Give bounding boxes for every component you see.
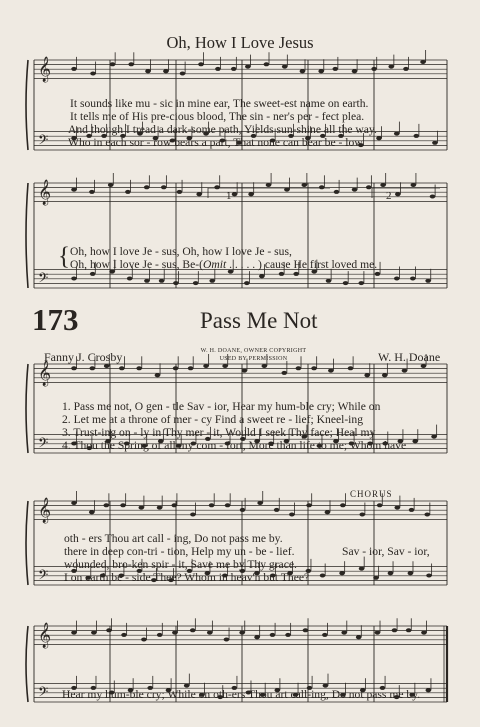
note-head <box>411 183 417 187</box>
note-head <box>127 277 133 281</box>
verse-line-4: Who in each sor - row bears a part, That none can bear be - low. <box>68 136 365 149</box>
verse-b-line-3: wounded, bro-ken spir - it, Save me by Thy grace. <box>64 558 297 571</box>
note-head <box>406 628 412 632</box>
note-head <box>392 628 398 632</box>
note-head <box>222 364 228 368</box>
note-head <box>303 628 309 632</box>
note-head <box>177 190 183 194</box>
note-head <box>231 67 237 71</box>
note-head <box>209 279 215 283</box>
note-head <box>281 371 287 375</box>
note-head <box>380 183 386 187</box>
note-head <box>188 366 194 370</box>
note-head <box>163 69 169 73</box>
note-head <box>358 281 364 285</box>
note-head <box>270 633 276 637</box>
note-head <box>364 373 370 377</box>
note-head <box>145 69 151 73</box>
refrain-omit-word: Omit <box>202 258 227 271</box>
note-head <box>412 439 418 443</box>
note-head <box>394 506 400 510</box>
note-head <box>106 628 112 632</box>
note-head <box>90 72 96 76</box>
note-head <box>203 364 209 368</box>
note-head <box>348 366 354 370</box>
note-head <box>296 366 302 370</box>
author-credit: Fanny J. Crosby <box>44 350 123 364</box>
note-head <box>352 69 358 73</box>
system-bracket <box>26 364 28 453</box>
note-head <box>306 503 312 507</box>
treble-clef-icon: 𝄞 <box>38 57 52 82</box>
verse-b-line-1: oth - ers Thou art call - ing, Do not pass me by. <box>64 532 283 545</box>
note-head <box>326 279 332 283</box>
bass-clef-icon: 𝄢 <box>38 684 49 703</box>
note-head <box>285 633 291 637</box>
note-head <box>172 631 178 635</box>
verse-a-line-1: 1. Pass me not, O gen - tle Sav - ior, Hear my hum-ble cry; While on <box>62 400 381 413</box>
system-bracket <box>26 60 28 150</box>
note-head <box>184 684 190 688</box>
note-head <box>382 373 388 377</box>
note-head <box>159 279 165 283</box>
note-head <box>409 508 415 512</box>
verse-a-line-2: 2. Let me at a throne of mer - cy Find a sweet re - lief; Kneel-ing <box>62 413 364 426</box>
note-head <box>426 688 432 692</box>
treble-clef-icon: 𝄞 <box>38 623 52 648</box>
treble-clef-icon: 𝄞 <box>38 361 52 386</box>
note-head <box>207 631 213 635</box>
note-head <box>323 684 329 688</box>
note-head <box>121 633 127 637</box>
note-head <box>193 281 199 285</box>
note-head <box>375 631 381 635</box>
note-head <box>108 183 114 187</box>
refrain-line-1: Oh, how I love Je - sus, Oh, how I love Je - sus, <box>70 245 292 258</box>
hymn-title-main: Pass Me Not <box>200 308 318 333</box>
note-head <box>282 65 288 69</box>
note-head <box>232 192 238 196</box>
note-head <box>248 192 254 196</box>
note-head <box>90 366 96 370</box>
note-head <box>377 503 383 507</box>
note-head <box>214 185 220 189</box>
note-head <box>125 190 131 194</box>
top-system-2 <box>26 173 447 289</box>
note-head <box>359 567 365 571</box>
note-head <box>144 185 150 189</box>
note-head <box>266 183 272 187</box>
copyright-line-1: W. H. DOANE, OWNER COPYRIGHT <box>200 348 307 354</box>
system-bracket <box>26 501 28 585</box>
ending-number-1: 1 <box>226 190 232 202</box>
note-head <box>359 513 365 517</box>
copyright-line-2: USED BY PERMISSION <box>219 355 288 362</box>
note-head <box>89 510 95 514</box>
note-head <box>311 366 317 370</box>
note-head <box>293 272 299 276</box>
note-head <box>224 638 230 642</box>
bass-clef-icon: 𝄢 <box>38 132 49 151</box>
note-head <box>388 65 394 69</box>
note-head <box>190 628 196 632</box>
note-head <box>325 510 331 514</box>
note-head <box>340 503 346 507</box>
note-head <box>352 188 358 192</box>
note-head <box>119 366 125 370</box>
refrain-brace-open: { <box>58 243 70 270</box>
note-head <box>430 195 436 199</box>
note-head <box>394 277 400 281</box>
verse-a-line-3: 3. Trust-ing on - ly in Thy mer - it, Would I seek Thy face; Heal my <box>62 426 376 439</box>
note-head <box>432 141 438 145</box>
note-head <box>91 631 97 635</box>
hymn-title-top: Oh, How I Love Jesus <box>166 33 314 52</box>
verse-b-line-4: I on earth be - side Thee? Whom in heav'n but Thee? <box>64 571 310 584</box>
note-head <box>408 571 414 575</box>
note-head <box>414 134 420 138</box>
refrain-line-2-start: Oh, how I love Je - sus, Be-( <box>70 258 203 271</box>
note-head <box>376 136 382 140</box>
note-head <box>139 506 145 510</box>
note-head <box>136 366 142 370</box>
note-head <box>334 190 340 194</box>
note-head <box>388 571 394 575</box>
note-head <box>225 503 231 507</box>
note-head <box>318 69 324 73</box>
note-head <box>71 277 77 281</box>
note-head <box>395 192 401 196</box>
note-head <box>257 501 263 505</box>
note-head <box>157 633 163 637</box>
note-head <box>424 513 430 517</box>
treble-clef-icon: 𝄞 <box>38 498 52 523</box>
verse-a-line-4: 4. Thou the Spring of all my com - fort, More than life to me; Whom have <box>62 439 407 452</box>
note-head <box>402 369 408 373</box>
system-bracket <box>26 183 28 288</box>
note-head <box>366 185 372 189</box>
note-head <box>155 373 161 377</box>
note-head <box>120 503 126 507</box>
note-head <box>264 62 270 66</box>
note-head <box>319 185 325 189</box>
note-head <box>394 132 400 136</box>
note-head <box>320 574 326 578</box>
note-head <box>332 67 338 71</box>
note-head <box>209 503 215 507</box>
note-head <box>244 281 250 285</box>
note-head <box>110 62 116 66</box>
note-head <box>71 501 77 505</box>
bass-clef-icon: 𝄢 <box>38 270 49 289</box>
note-head <box>90 272 96 276</box>
note-head <box>71 188 77 192</box>
note-head <box>301 183 307 187</box>
note-head <box>420 60 426 64</box>
chorus-label: CHORUS <box>350 489 393 499</box>
refrain-line-2-end: . . . . . ) cause He first loved me. <box>226 258 378 271</box>
hymn-number: 173 <box>32 302 79 337</box>
ending-number-2: 2 <box>386 190 392 202</box>
note-head <box>356 635 362 639</box>
refrain-line-2 <box>70 258 377 272</box>
note-head <box>279 272 285 276</box>
treble-clef-icon: 𝄞 <box>38 180 52 205</box>
note-head <box>289 513 295 517</box>
note-head <box>426 574 432 578</box>
note-head <box>245 65 251 69</box>
note-head <box>259 274 265 278</box>
note-head <box>339 571 345 575</box>
system-bracket <box>26 626 28 702</box>
note-head <box>240 508 246 512</box>
verse-line-2: It tells me of His pre-cious blood, The sin - ner's per - fect plea. <box>70 110 365 123</box>
note-head <box>343 281 349 285</box>
note-head <box>425 279 431 283</box>
note-head <box>89 190 95 194</box>
note-head <box>161 185 167 189</box>
note-head <box>215 67 221 71</box>
note-head <box>300 69 306 73</box>
note-head <box>262 364 268 368</box>
bass-clef-icon: 𝄢 <box>38 567 49 586</box>
copyright-notice <box>186 348 321 363</box>
note-head <box>103 503 109 507</box>
note-head <box>410 277 416 281</box>
verse-b-line-2: there in deep con-tri - tion, Help my un - be - lief. <box>64 545 295 558</box>
note-head <box>71 366 77 370</box>
note-head <box>180 72 186 76</box>
note-head <box>375 272 381 276</box>
chorus-words: Sav - ior, Sav - ior, <box>342 545 430 558</box>
note-head <box>254 635 260 639</box>
note-head <box>421 631 427 635</box>
note-head <box>328 369 334 373</box>
note-head <box>141 638 147 642</box>
note-head <box>431 435 437 439</box>
composer-credit: W. H. Doane <box>378 350 441 364</box>
verse-line-3: And though I tread a dark-some path, Yields sun-shine all the way. <box>68 123 377 136</box>
chorus-line-2: Hear my hum-ble cry; While on oth-ers Thou art call-ing, Do not pass me by. <box>62 688 421 701</box>
note-head <box>190 513 196 517</box>
note-head <box>157 506 163 510</box>
note-head <box>71 631 77 635</box>
note-head <box>341 631 347 635</box>
bass-clef-icon: 𝄢 <box>38 435 49 454</box>
note-head <box>144 279 150 283</box>
note-head <box>274 508 280 512</box>
note-head <box>128 62 134 66</box>
note-head <box>71 67 77 71</box>
note-head <box>403 67 409 71</box>
note-head <box>198 62 204 66</box>
verse-line-1: It sounds like mu - sic in mine ear, The sweet-est name on earth. <box>70 97 369 110</box>
note-head <box>322 633 328 637</box>
note-head <box>196 192 202 196</box>
